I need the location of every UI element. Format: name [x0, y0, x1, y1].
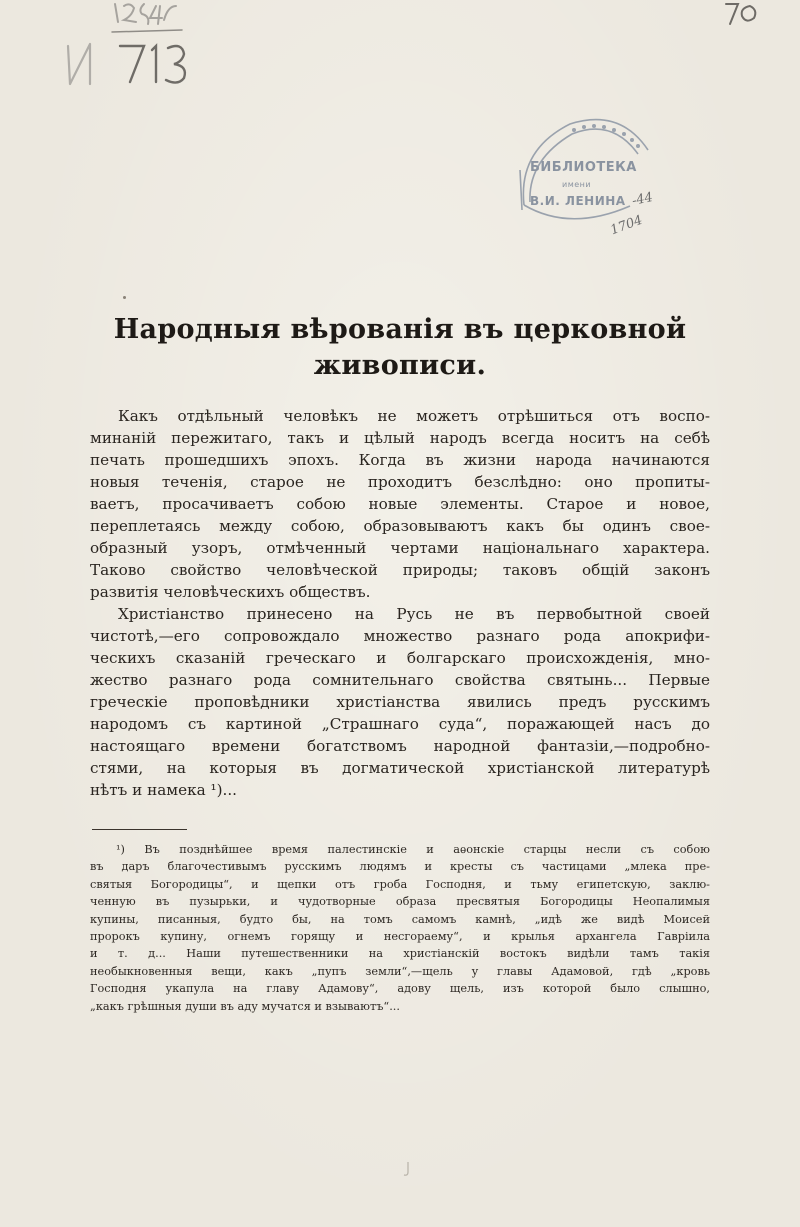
- footnote-line: „какъ грѣшныя души въ аду мучатся и взываютъ“...: [90, 999, 400, 1013]
- handwritten-shelf-mark: [60, 0, 200, 90]
- stamp-line-2: имени: [562, 180, 592, 189]
- body-text: [90, 405, 710, 801]
- body-line: развитія человѣческихъ обществъ.: [90, 583, 371, 601]
- footnote-line: пророкъ купину, огнемъ горящу и несгораему“, и крылья архангела Гавріила: [90, 930, 710, 944]
- body-line: нѣтъ и намека ¹)...: [90, 781, 237, 799]
- footnote-divider: [92, 829, 187, 830]
- page-title: [80, 312, 720, 384]
- body-line: новыя теченія, старое не проходитъ безслѣдно: оно пропиты-: [90, 473, 710, 491]
- body-line: Таково свойство человѣческой природы; таковъ общій законъ: [90, 561, 710, 579]
- footnote: [90, 841, 710, 1015]
- library-stamp: [510, 110, 710, 250]
- body-line: ческихъ сказаній греческаго и болгарскаго происхожденія, мно-: [90, 649, 710, 667]
- footnote-line: необыкновенныя вещи, какъ „пупъ земли“,—щель у главы Адамовой, гдѣ „кровь: [90, 964, 710, 978]
- handwritten-corner-mark: [720, 0, 770, 30]
- body-line: печать прошедшихъ эпохъ. Когда въ жизни народа начинаются: [90, 451, 710, 469]
- footnote-line: въ даръ благочестивымъ русскимъ людямъ и кресты съ частицами „млека пре-: [90, 860, 710, 874]
- body-line: Какъ отдѣльный человѣкъ не можетъ отрѣшиться отъ воспо-: [118, 407, 710, 425]
- paper-mark: [402, 1160, 414, 1178]
- footnote-line: ¹) Въ позднѣйшее время палестинскіе и аѳонскіе старцы несли съ собою: [116, 843, 710, 856]
- stamp-handwritten-note: -44: [630, 189, 655, 210]
- stamp-handwritten-number: 1704: [608, 212, 645, 239]
- body-line: настоящаго времени богатствомъ народной фантазіи,—подробно-: [90, 737, 710, 755]
- footnote-line: святыя Богородицы“, и щепки отъ гроба Господня, и тьму египетскую, заклю-: [90, 877, 710, 891]
- body-line: чистотѣ,—его сопровождало множество разнаго рода апокрифи-: [90, 627, 710, 645]
- footnote-line: ченную въ пузырьки, и чудотворные образа пресвятыя Богородицы Неопалимыя: [90, 895, 710, 909]
- body-line: переплетаясь между собою, образовываютъ какъ бы одинъ свое-: [90, 517, 710, 535]
- body-line: народомъ съ картиной „Страшнаго суда“, поражающей насъ до: [90, 715, 710, 733]
- body-line: жество разнаго рода сомнительнаго свойства святынь... Первые: [90, 671, 710, 689]
- footnote-line: и т. д... Наши путешественники на христіанскій востокъ видѣли тамъ такія: [90, 947, 710, 961]
- body-line: греческіе проповѣдники христіанства явились предъ русскимъ: [90, 693, 710, 711]
- body-line: минаній пережитаго, такъ и цѣлый народъ всегда носитъ на себѣ: [90, 429, 710, 447]
- footnote-line: купины, писанныя, будто бы, на томъ самомъ камнѣ, „идѣ же видѣ Моисей: [90, 912, 710, 926]
- title-line-2: живописи.: [313, 350, 487, 381]
- body-line: ваетъ, просачиваетъ собою новые элементы. Старое и новое,: [90, 495, 710, 513]
- stamp-line-3: В.И. ЛЕНИНА: [530, 194, 626, 208]
- ink-speck: [123, 296, 126, 299]
- stamp-line-1: БИБЛИОТЕКА: [530, 160, 637, 175]
- title-line-1: Народныя вѣрованія въ церковной: [113, 314, 687, 345]
- body-line: стями, на которыя въ догматической христіанской литературѣ: [90, 759, 710, 777]
- footnote-line: Господня укапула на главу Адамову“, адову щель, изъ которой было слышно,: [90, 982, 710, 996]
- body-line: образный узоръ, отмѣченный чертами національнаго характера.: [90, 539, 710, 557]
- body-line: Христіанство принесено на Русь не въ первобытной своей: [118, 605, 710, 623]
